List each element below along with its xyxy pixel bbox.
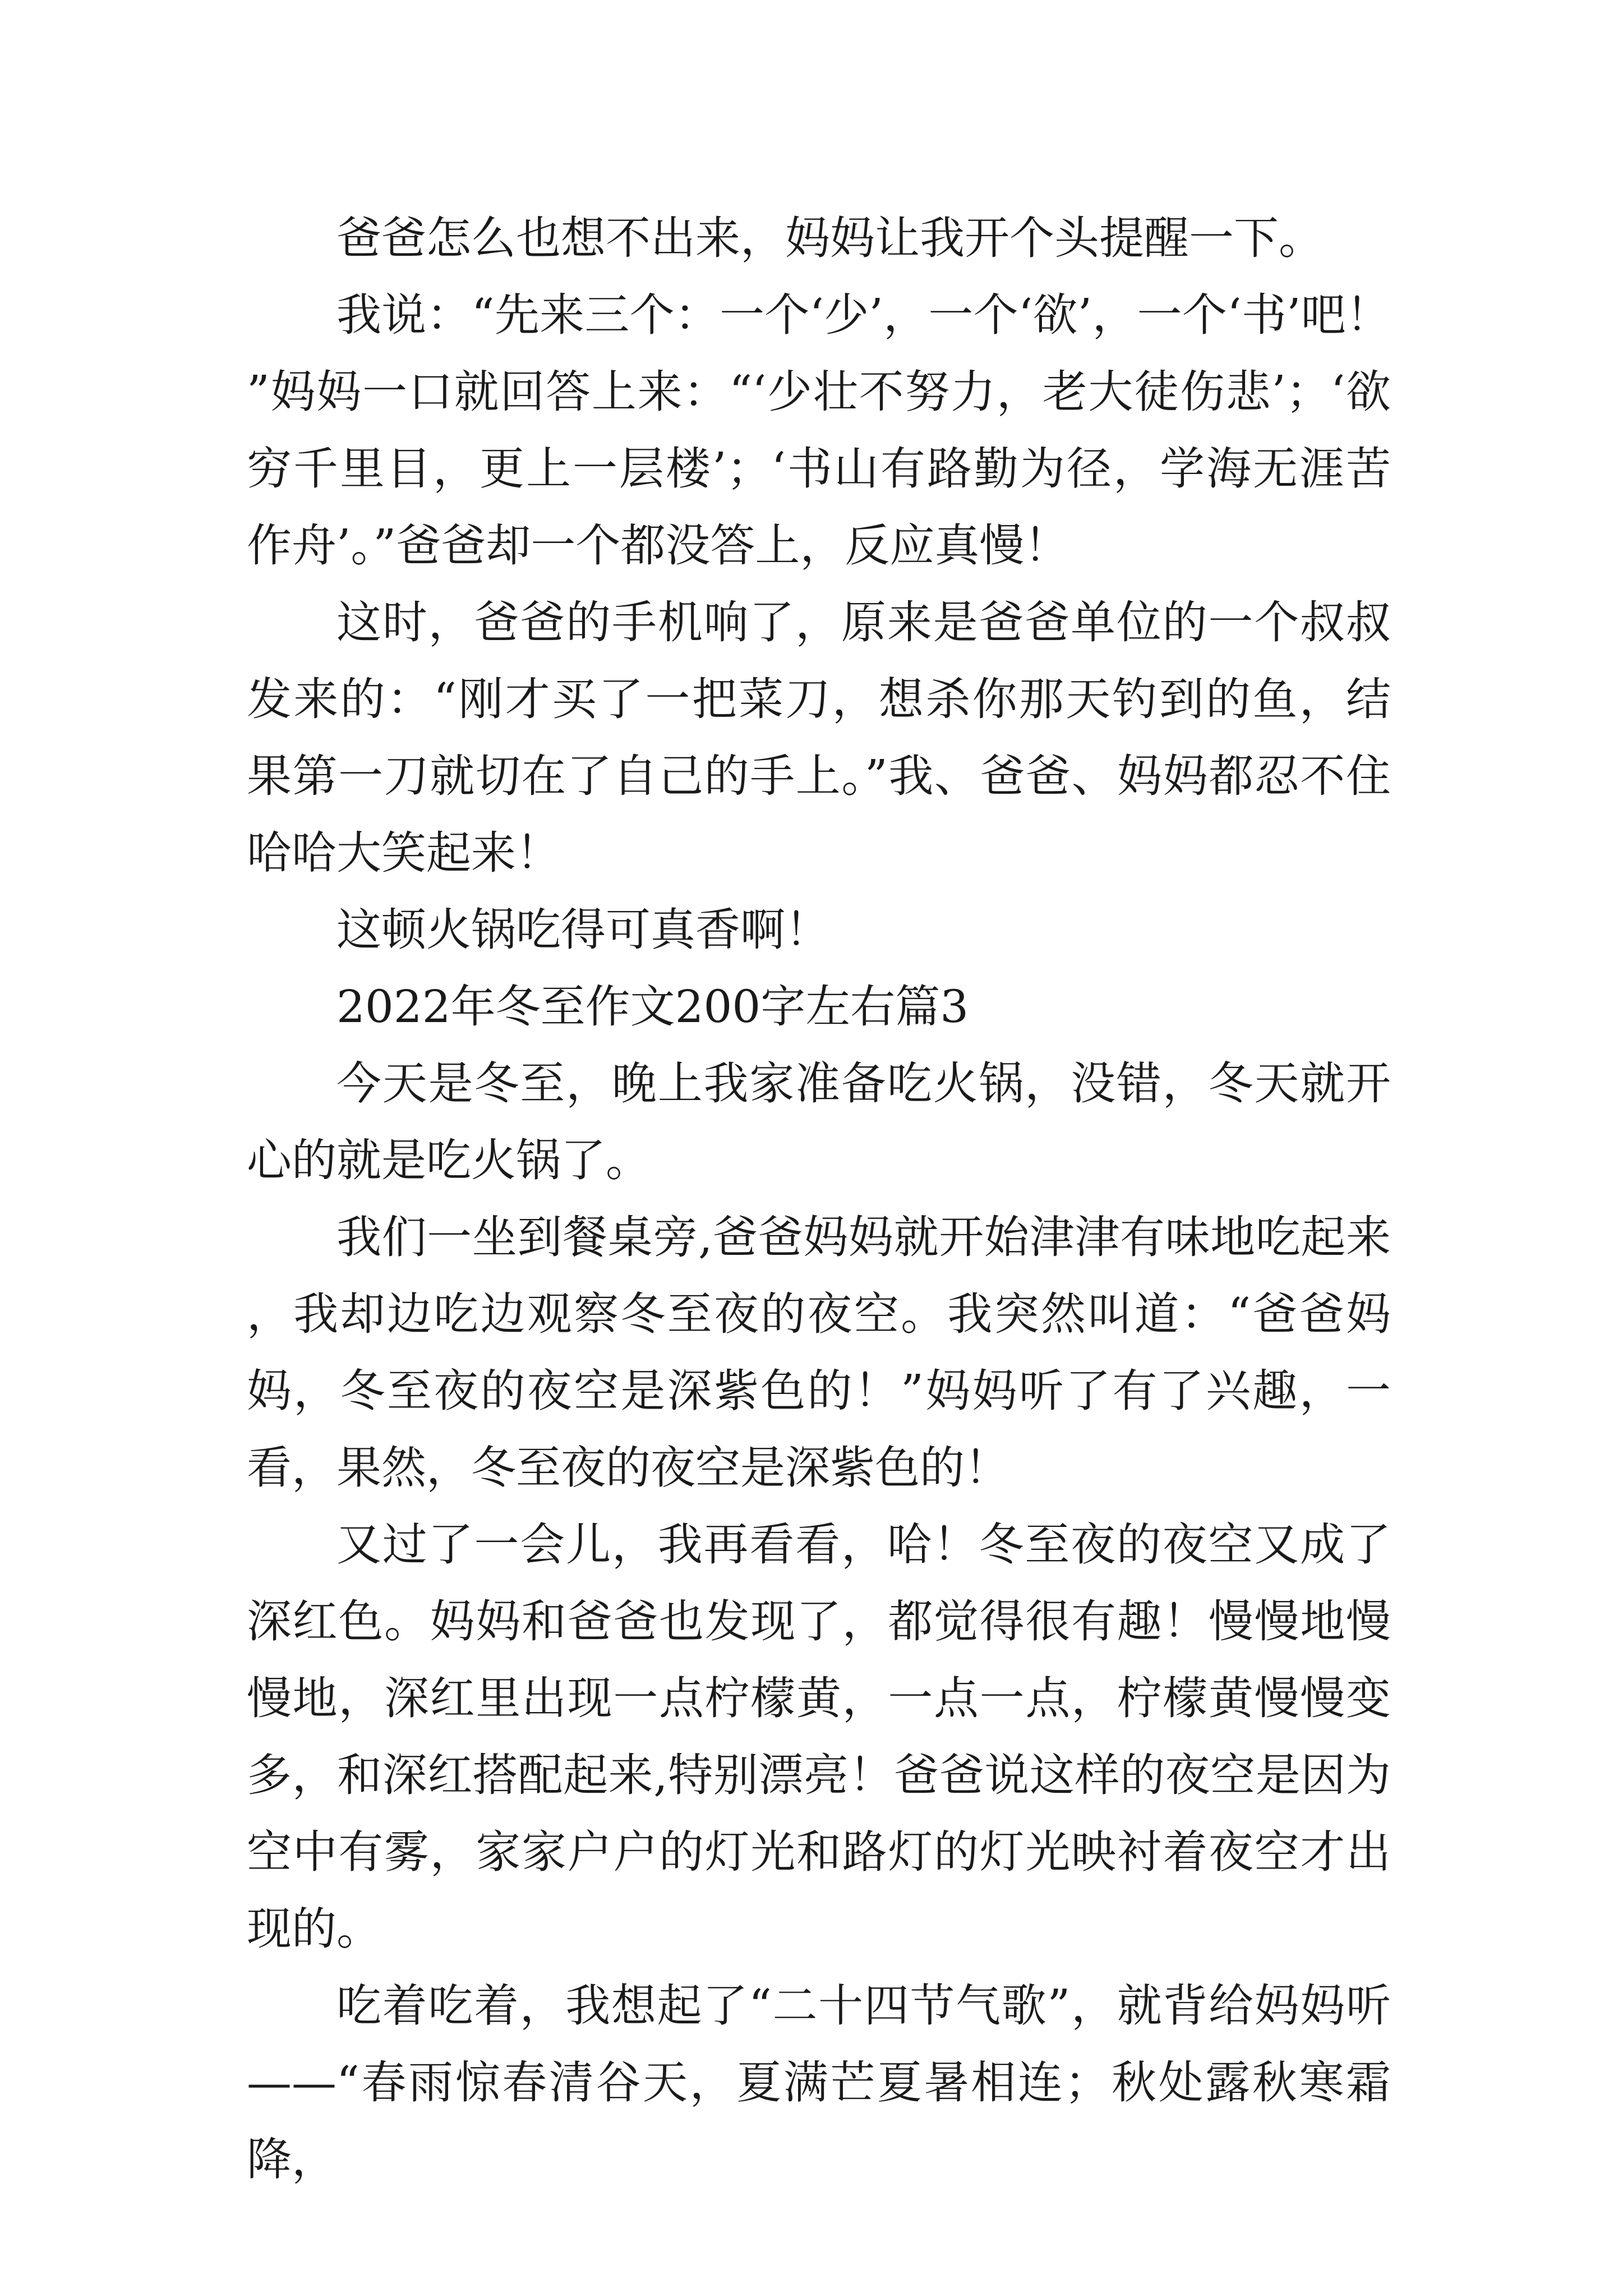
paragraph: 今天是冬至，晚上我家准备吃火锅，没错，冬天就开心的就是吃火锅了。 xyxy=(247,1057,1391,1186)
section-title: 2022年冬至作文200字左右篇3 xyxy=(336,981,969,1033)
paragraph: 这时，爸爸的手机响了，原来是爸爸单位的一个叔叔发来的：“刚才买了一把菜刀，想杀你那天钓到的鱼，结果第一刀就切在了自己的手上。”我、爸爸、妈妈都忍不住哈哈大笑起来！ xyxy=(247,596,1391,879)
paragraph: 吃着吃着，我想起了“二十四节气歌”，就背给妈妈听——“春雨惊春清谷天，夏满芒夏暑相连；秋处露秋寒霜降， xyxy=(247,1980,1391,2185)
paragraph: 爸爸怎么也想不出来，妈妈让我开个头提醒一下。 xyxy=(336,212,1324,264)
paragraph: 我们一坐到餐桌旁,爸爸妈妈就开始津津有味地吃起来，我却边吃边观察冬至夜的夜空。我突然叫道：“爸爸妈妈，冬至夜的夜空是深紫色的！”妈妈听了有了兴趣，一看，果然，冬至夜的夜空是深紫色的！ xyxy=(247,1211,1391,1494)
paragraph: 又过了一会儿，我再看看，哈！冬至夜的夜空又成了深红色。妈妈和爸爸也发现了，都觉得很有趣！慢慢地慢慢地，深红里出现一点柠檬黄，一点一点，柠檬黄慢慢变多，和深红搭配起来,特别漂亮！爸爸说这样的夜空是因为空中有雾，家家户户的灯光和路灯的灯光映衬着夜空才出现的。 xyxy=(247,1519,1391,1955)
paragraph: 这顿火锅吃得可真香啊！ xyxy=(336,904,830,956)
article-body xyxy=(247,200,1391,2198)
paragraph: 我说：“先来三个：一个‘少’，一个‘欲’，一个‘书’吧！”妈妈一口就回答上来：“‘少壮不努力，老大徒伤悲’；‘欲穷千里目，更上一层楼’；‘书山有路勤为径，学海无涯苦作舟’。”爸爸却一个都没答上，反应真慢！ xyxy=(247,289,1391,572)
